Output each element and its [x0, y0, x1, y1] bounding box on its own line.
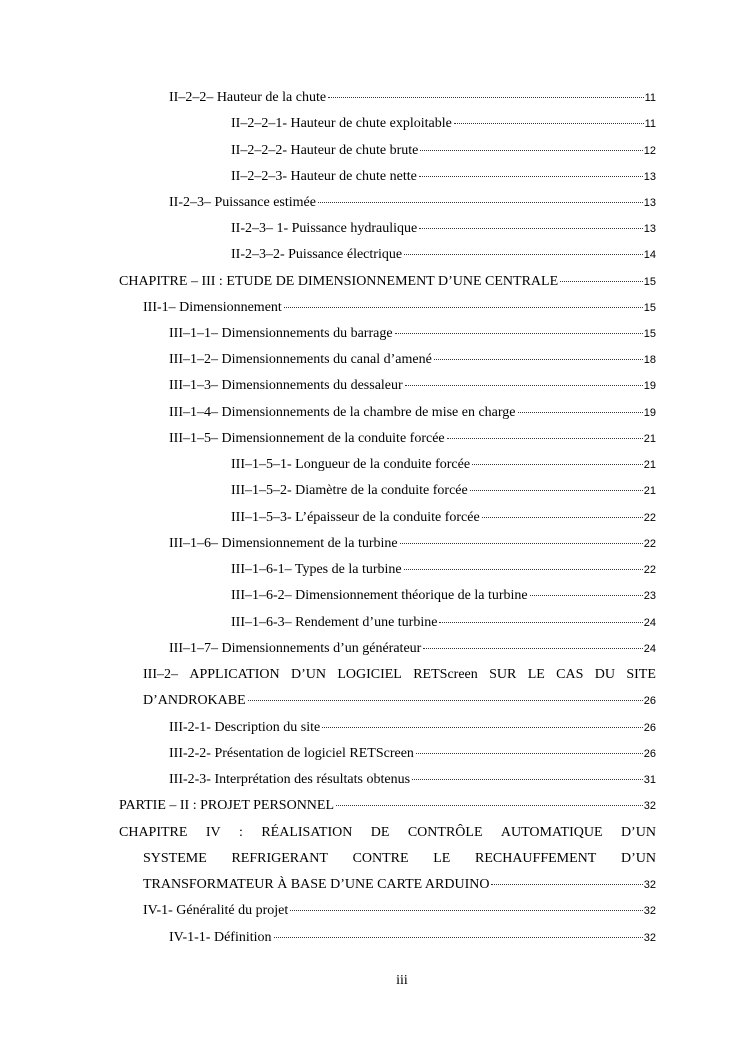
toc-entry-title: III–1–6– Dimensionnement de la turbine [169, 536, 398, 551]
toc-entry[interactable] [169, 929, 656, 947]
toc-word: D’UN [290, 667, 326, 682]
dot-leader [423, 648, 642, 649]
dot-leader [404, 254, 643, 255]
toc-entry[interactable] [231, 614, 656, 632]
toc-entry-title: III–1–7– Dimensionnements d’un générateur [169, 641, 422, 656]
toc-entry[interactable] [231, 561, 656, 579]
toc-entry[interactable] [169, 404, 656, 422]
toc-word: CONTRÔLE [407, 825, 483, 840]
toc-word: AUTOMATIQUE [500, 825, 603, 840]
dot-leader [420, 150, 642, 151]
toc-entry-title: III–1–5–2- Diamètre de la conduite forcée [231, 483, 468, 498]
toc-entry-title: III-1– Dimensionnement [143, 300, 282, 315]
toc-entry-page: 13 [643, 171, 656, 183]
toc-entry-page: 21 [643, 485, 656, 497]
dot-leader [530, 595, 643, 596]
toc-entry-title: II-2–3– 1- Puissance hydraulique [231, 221, 418, 236]
toc-entry-title: IV-1-1- Définition [169, 930, 272, 945]
dot-leader [336, 805, 643, 806]
dot-leader [447, 438, 643, 439]
toc-entry-title: III–1–6-2– Dimensionnement théorique de la turbine [231, 588, 528, 603]
dot-leader [470, 490, 643, 491]
toc-entry-page: 13 [643, 223, 656, 235]
toc-entry[interactable] [169, 535, 656, 553]
toc-entry-title: III–1–1– Dimensionnements du barrage [169, 326, 393, 341]
toc-entry[interactable] [169, 351, 656, 369]
toc-entry[interactable] [231, 587, 656, 605]
toc-entry-page: 32 [643, 800, 656, 812]
toc-word: SUR [489, 667, 517, 682]
toc-entry-page: 22 [643, 512, 656, 524]
toc-entry-title: III–1–4– Dimensionnements de la chambre de mise en charge [169, 405, 516, 420]
toc-entry-title: II–2–2–3- Hauteur de chute nette [231, 169, 417, 184]
toc-entry-justified-line[interactable] [143, 850, 656, 868]
toc-entry[interactable] [231, 509, 656, 527]
toc-word: RÉALISATION [261, 825, 353, 840]
toc-word: APPLICATION [189, 667, 280, 682]
toc-word: LE [433, 851, 451, 866]
toc-word: RECHAUFFEMENT [474, 851, 597, 866]
toc-entry-title: III-2-1- Description du site [169, 720, 321, 735]
toc-entry-page: 18 [643, 354, 656, 366]
toc-entry-page: 32 [643, 879, 656, 891]
dot-leader [412, 779, 643, 780]
toc-entry[interactable] [143, 902, 656, 920]
toc-entry-page: 19 [643, 407, 656, 419]
toc-entry-page: 13 [643, 197, 656, 209]
dot-leader [416, 753, 643, 754]
dot-leader [290, 910, 642, 911]
toc-word: RETScreen [413, 667, 478, 682]
dot-leader [491, 884, 642, 885]
toc-entry[interactable] [169, 771, 656, 789]
dot-leader [518, 412, 643, 413]
toc-entry-page: 22 [643, 564, 656, 576]
toc-entry-title: PARTIE – II : PROJET PERSONNEL [119, 798, 335, 813]
toc-entry-page: 26 [643, 748, 656, 760]
toc-entry-justified-line[interactable] [119, 824, 656, 842]
toc-entry-title: II–2–2– Hauteur de la chute [169, 90, 327, 105]
toc-entry[interactable] [143, 692, 656, 710]
toc-entry[interactable] [143, 876, 656, 894]
toc-entry-page: 14 [643, 249, 656, 261]
toc-entry[interactable] [231, 115, 656, 133]
dot-leader [439, 622, 642, 623]
toc-entry-page: 11 [644, 92, 656, 104]
dot-leader [405, 385, 643, 386]
toc-entry-page: 24 [643, 643, 656, 655]
toc-entry[interactable] [231, 456, 656, 474]
toc-entry-page: 22 [643, 538, 656, 550]
toc-word: IV [205, 825, 221, 840]
toc-entry[interactable] [169, 89, 656, 107]
toc-entry-page: 15 [643, 328, 656, 340]
toc-word: SITE [626, 667, 656, 682]
toc-entry-title: TRANSFORMATEUR À BASE D’UNE CARTE ARDUINO [143, 877, 490, 892]
toc-entry-page: 23 [643, 590, 656, 602]
toc-entry-page: 19 [643, 380, 656, 392]
toc-entry-page: 21 [643, 433, 656, 445]
dot-leader [419, 176, 643, 177]
toc-word: CAS [556, 667, 584, 682]
toc-entry-title: III–1–6-3– Rendement d’une turbine [231, 615, 438, 630]
toc-entry-justified-line[interactable] [143, 666, 656, 684]
toc-entry-page: 12 [643, 145, 656, 157]
toc-entry-title: IV-1- Généralité du projet [143, 903, 289, 918]
toc-entry-page: 26 [643, 695, 656, 707]
toc-entry[interactable] [169, 719, 656, 737]
toc-entry-page: 32 [643, 932, 656, 944]
toc-entry[interactable] [231, 220, 656, 238]
toc-entry[interactable] [169, 745, 656, 763]
toc-word: LE [527, 667, 545, 682]
toc-entry-title: II-2–3–2- Puissance électrique [231, 247, 403, 262]
toc-word: D’UN [620, 825, 656, 840]
toc-word: CHAPITRE [119, 825, 188, 840]
toc-entry-title: II-2–3– Puissance estimée [169, 195, 316, 210]
toc-entry[interactable] [231, 246, 656, 264]
dot-leader [274, 937, 643, 938]
toc-entry[interactable] [143, 299, 656, 317]
toc-entry-title: III-2-3- Interprétation des résultats obtenus [169, 772, 411, 787]
toc-entry[interactable] [231, 142, 656, 160]
toc-entry[interactable] [119, 797, 656, 815]
toc-entry[interactable] [169, 194, 656, 212]
toc-entry-page: 24 [643, 617, 656, 629]
toc-entry-page: 31 [643, 774, 656, 786]
toc-word: DE [370, 825, 390, 840]
toc-entry-title: III–1–5–3- L’épaisseur de la conduite forcée [231, 510, 480, 525]
toc-entry-title: II–2–2–2- Hauteur de chute brute [231, 143, 419, 158]
toc-entry[interactable] [119, 273, 656, 291]
toc-word: III–2– [143, 667, 178, 682]
toc-entry-title: III-2-2- Présentation de logiciel RETScreen [169, 746, 414, 761]
dot-leader [322, 727, 643, 728]
dot-leader [318, 202, 643, 203]
dot-leader [454, 123, 644, 124]
toc-word: REFRIGERANT [231, 851, 328, 866]
dot-leader [434, 359, 643, 360]
toc-word: DU [594, 667, 615, 682]
toc-entry-page: 15 [643, 276, 656, 288]
dot-leader [395, 333, 643, 334]
dot-leader [400, 543, 643, 544]
toc-entry-title: CHAPITRE – III : ETUDE DE DIMENSIONNEMENT D’UNE CENTRALE [119, 274, 559, 289]
toc-entry-title: III–1–2– Dimensionnements du canal d’amené [169, 352, 432, 367]
dot-leader [472, 464, 643, 465]
dot-leader [248, 700, 643, 701]
toc-entry-page: 32 [643, 905, 656, 917]
toc-word: CONTRE [352, 851, 409, 866]
dot-leader [404, 569, 643, 570]
toc-entry-title: III–1–3– Dimensionnements du dessaleur [169, 378, 403, 393]
toc-entry[interactable] [169, 640, 656, 658]
toc-entry-title: II–2–2–1- Hauteur de chute exploitable [231, 116, 452, 131]
toc-word: : [239, 825, 243, 840]
page-number: iii [396, 973, 408, 988]
toc-word: LOGICIEL [337, 667, 402, 682]
toc-entry[interactable] [169, 430, 656, 448]
dot-leader [560, 281, 643, 282]
dot-leader [328, 97, 644, 98]
toc-entry-page: 26 [643, 722, 656, 734]
toc-entry-title: D’ANDROKABE [143, 693, 246, 708]
toc-entry-page: 11 [644, 118, 656, 130]
dot-leader [482, 517, 643, 518]
toc-entry[interactable] [231, 482, 656, 500]
dot-leader [419, 228, 643, 229]
toc-entry[interactable] [169, 325, 656, 343]
toc-entry-title: III–1–6-1– Types de la turbine [231, 562, 402, 577]
toc-word: D’UN [621, 851, 656, 866]
toc-entry[interactable] [231, 168, 656, 186]
toc-entry[interactable] [169, 377, 656, 395]
toc-word: SYSTEME [143, 851, 207, 866]
dot-leader [284, 307, 643, 308]
toc-entry-page: 15 [643, 302, 656, 314]
toc-entry-page: 21 [643, 459, 656, 471]
toc-entry-title: III–1–5– Dimensionnement de la conduite forcée [169, 431, 445, 446]
toc-entry-title: III–1–5–1- Longueur de la conduite forcée [231, 457, 471, 472]
